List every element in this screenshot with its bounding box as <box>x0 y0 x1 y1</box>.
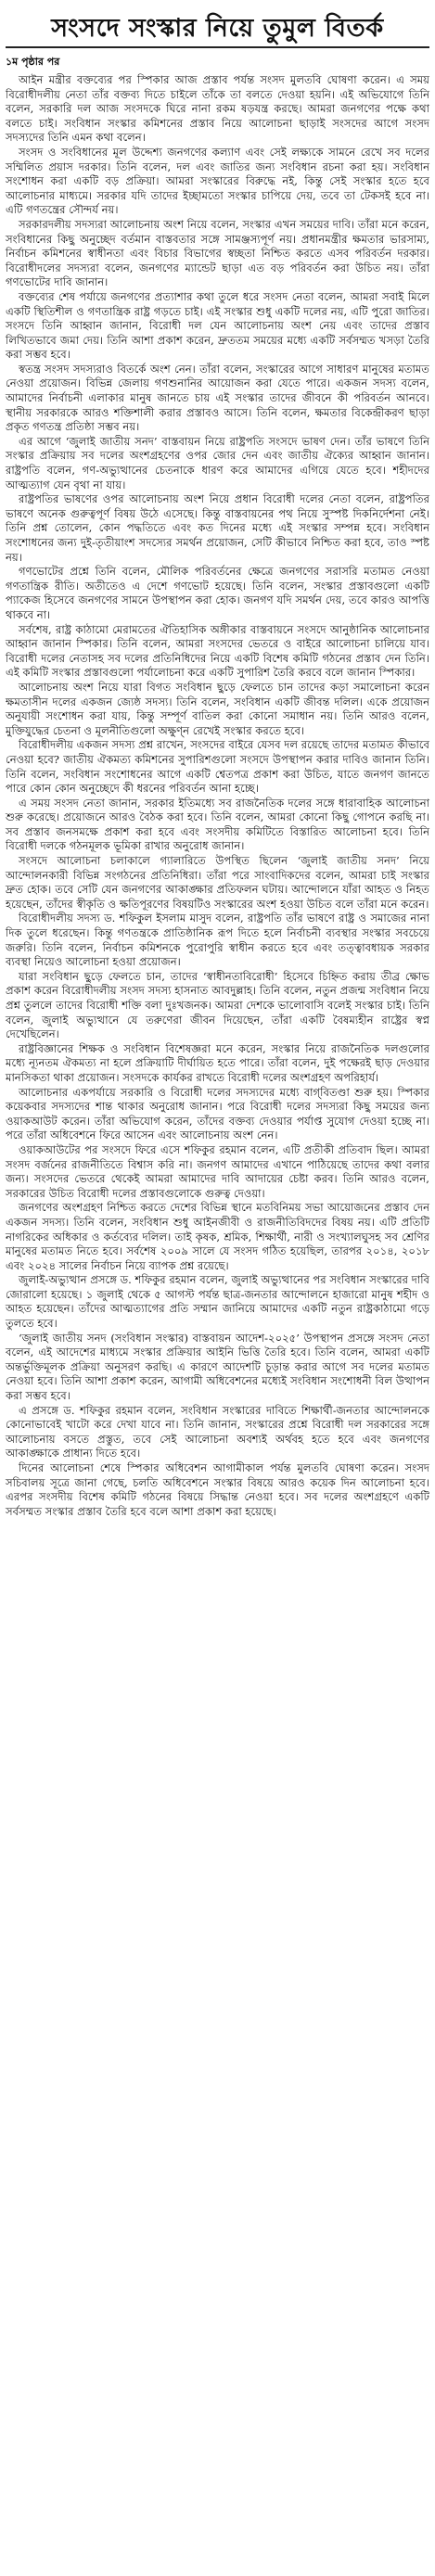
article-paragraph: এ সময় সংসদ নেতা জানান, সরকার ইতিমধ্যে সব রাজনৈতিক দলের সঙ্গে ধারাবাহিক আলোচনা শুরু করেছে। প্রয়োজনে আরও বৈঠক করা হবে। তিনি বলেন, আমরা কোনো কিছু গোপনে করছি না। সব প্রস্তাব জনসমক্ষে প্রকাশ করা হবে এবং সংসদীয় কমিটিতে বিস্তারিত আলোচনা হবে। তিনি বিরোধী দলকে গঠনমূলক ভূমিকা রাখার অনুরোধ জানান। <box>6 796 429 853</box>
article-paragraph: বক্তব্যের শেষ পর্যায়ে জনগণের প্রত্যাশার কথা তুলে ধরে সংসদ নেতা বলেন, আমরা সবাই মিলে একটি স্থিতিশীল ও গণতান্ত্রিক রাষ্ট্র গড়তে চাই। এই সংস্কার শুধু একটি দলের নয়, এটি পুরো জাতির। সংসদে তিনি আহ্বান জানান, বিরোধী দল যেন আলোচনায় অংশ নেয় এবং তাদের প্রস্তাব লিখিতভাবে জমা দেয়। তিনি আশা প্রকাশ করেন, দ্রুততম সময়ের মধ্যে একটি সর্বসম্মত খসড়া তৈরি করা সম্ভব হবে। <box>6 289 429 362</box>
article-paragraph: বিরোধীদলীয় সদস্য ড. শফিকুল ইসলাম মাসুদ বলেন, রাষ্ট্রপতি তাঁর ভাষণে রাষ্ট্র ও সমাজের নানা দিক তুলে ধরেছেন। কিন্তু গণতন্ত্রকে প্রাতিষ্ঠানিক রূপ দিতে হলে নির্বাচনী ব্যবস্থার সংস্কার সবচেয়ে জরুরি। তিনি বলেন, নির্বাচন কমিশনকে পুরোপুরি স্বাধীন করতে হবে এবং তত্ত্বাবধায়ক সরকার ব্যবস্থা নিয়েও আলোচনা হওয়া প্রয়োজন। <box>6 912 429 969</box>
article-paragraph: এর আগে ‘জুলাই জাতীয় সনদ’ বাস্তবায়ন নিয়ে রাষ্ট্রপতি সংসদে ভাষণ দেন। তাঁর ভাষণে তিনি সংস্কার প্রক্রিয়ায় সব দলের অংশগ্রহণের ওপর জোর দেন এবং জাতীয় ঐক্যের আহ্বান জানান। রাষ্ট্রপতি বলেন, গণ-অভ্যুত্থানের চেতনাকে ধারণ করে আমাদের এগিয়ে যেতে হবে। শহীদদের আত্মত্যাগ যেন বৃথা না যায়। <box>6 434 429 491</box>
article-paragraph: দিনের আলোচনা শেষে স্পিকার অধিবেশন আগামীকাল পর্যন্ত মুলতবি ঘোষণা করেন। সংসদ সচিবালয় সূত্রে জানা গেছে, চলতি অধিবেশনে সংস্কার বিষয়ে আরও কয়েক দিন আলোচনা হবে। এরপর সংসদীয় বিশেষ কমিটি গঠনের বিষয়ে সিদ্ধান্ত নেওয়া হবে। সব দলের অংশগ্রহণে একটি সর্বসম্মত সংস্কার প্রস্তাব তৈরি হবে বলে আশা প্রকাশ করা হয়েছে। <box>6 1461 429 1518</box>
article-paragraph: সংসদ ও সংবিধানের মূল উদ্দেশ্য জনগণের কল্যাণ এবং সেই লক্ষ্যকে সামনে রেখে সব দলের সম্মিলিত প্রয়াস দরকার। তিনি বলেন, দল এবং জাতির জন্য সংবিধান রচনা করা হয়। সংবিধান সংশোধন করা একটি বড় প্রক্রিয়া। আমরা সংস্কারের বিরুদ্ধে নই, কিন্তু সেই সংস্কার হতে হবে আলোচনার মাধ্যমে। সরকার যদি তাদের ইচ্ছামতো সংস্কার চাপিয়ে দেয়, তবে তা টেকসই হবে না। এটি গণতন্ত্রের সৌন্দর্য নয়। <box>6 145 429 217</box>
article-headline: সংসদে সংস্কার নিয়ে তুমুল বিতর্ক <box>51 14 384 43</box>
article-paragraph: আইন মন্ত্রীর বক্তব্যের পর স্পিকার আজ প্রস্তাব পর্যন্ত সংসদ মুলতবি ঘোষণা করেন। এ সময় বিরোধীদলীয় নেতা তাঁর বক্তব্য দিতে চাইলে তাঁকে তা বলতে দেওয়া হয়নি। এই অভিযোগে তিনি বলেন, সরকারি দল আজ সংসদকে ঘিরে নানা রকম ষড়যন্ত্র করছে। আমরা জনগণের পক্ষে কথা বলতে চাই। সংবিধান সংস্কার কমিশনের প্রস্তাব নিয়ে আলোচনা ছাড়াই সংসদের আগে সংসদ সদস্যদের তিনি এমন কথা বলেন। <box>6 73 429 145</box>
continued-from-label: ১ম পৃষ্ঠার পর <box>6 56 60 68</box>
article-paragraph: গণভোটের প্রশ্নে তিনি বলেন, মৌলিক পরিবর্তনের ক্ষেত্রে জনগণের সরাসরি মতামত নেওয়া গণতান্ত্রিক রীতি। অতীতেও এ দেশে গণভোট হয়েছে। তিনি বলেন, সংস্কার প্রস্তাবগুলো একটি প্যাকেজ হিসেবে জনগণের সামনে উপস্থাপন করা হোক। জনগণ যদি সমর্থন দেয়, তবে কারও আপত্তি থাকবে না। <box>6 565 429 621</box>
article-paragraph: সরকারদলীয় সদস্যরা আলোচনায় অংশ নিয়ে বলেন, সংস্কার এখন সময়ের দাবি। তাঁরা মনে করেন, সংবিধানের কিছু অনুচ্ছেদ বর্তমান বাস্তবতার সঙ্গে সামঞ্জস্যপূর্ণ নয়। প্রধানমন্ত্রীর ক্ষমতার ভারসাম্য, নির্বাচন কমিশনের স্বাধীনতা এবং বিচার বিভাগের স্বচ্ছতা নিশ্চিত করতে এসব পরিবর্তন দরকার। বিরোধীদলের সদস্যরা বলেন, জনগণের ম্যান্ডেট ছাড়া এত বড় পরিবর্তন করা উচিত নয়। তাঁরা গণভোটের দাবি জানান। <box>6 217 429 289</box>
article-paragraph: জনগণের অংশগ্রহণ নিশ্চিত করতে দেশের বিভিন্ন স্থানে মতবিনিময় সভা আয়োজনের প্রস্তাব দেন একজন সদস্য। তিনি বলেন, সংবিধান শুধু আইনজীবী ও রাজনীতিবিদদের বিষয় নয়। এটি প্রতিটি নাগরিকের অধিকার ও কর্তব্যের দলিল। তাই কৃষক, শ্রমিক, শিক্ষার্থী, নারী ও সংখ্যালঘুসহ সব শ্রেণির মানুষের মতামত নিতে হবে। সর্বশেষ ২০০৯ সালে যে সংসদ গঠিত হয়েছিল, তারপর ২০১৪, ২০১৮ এবং ২০২৪ সালের নির্বাচন নিয়ে ব্যাপক প্রশ্ন রয়েছে। <box>6 1201 429 1272</box>
article-paragraph: এ প্রসঙ্গে ড. শফিকুর রহমান বলেন, সংবিধান সংস্কারের দাবিতে শিক্ষার্থী-জনতার আন্দোলনকে কোনোভাবেই খাটো করে দেখা যাবে না। তিনি জানান, সংস্কারের প্রশ্নে বিরোধী দল সরকারের সঙ্গে আলোচনায় বসতে প্রস্তুত, তবে সেই আলোচনা অবশ্যই অর্থবহ হতে হবে এবং জনগণের আকাঙ্ক্ষাকে প্রাধান্য দিতে হবে। <box>6 1403 429 1460</box>
article-paragraph: ওয়াকআউটের পর সংসদে ফিরে এসে শফিকুর রহমান বলেন, এটি প্রতীকী প্রতিবাদ ছিল। আমরা সংসদ বর্জনের রাজনীতিতে বিশ্বাস করি না। জনগণ আমাদের এখানে পাঠিয়েছে তাদের কথা বলার জন্য। সংসদের ভেতরে থেকেই আমরা আমাদের দাবি আদায়ের চেষ্টা করব। তিনি আরও বলেন, সরকারের উচিত বিরোধী দলের প্রস্তাবগুলোকে গুরুত্ব দেওয়া। <box>6 1142 429 1200</box>
article-paragraph: আলোচনায় অংশ নিয়ে যারা বিগত সংবিধান ছুড়ে ফেলতে চান তাদের কড়া সমালোচনা করেন ক্ষমতাসীন দলের একজন জ্যেষ্ঠ সদস্য। তিনি বলেন, সংবিধান একটি জীবন্ত দলিল। একে প্রয়োজন অনুযায়ী সংশোধন করা যায়, কিন্তু সম্পূর্ণ বাতিল করা কোনো সমাধান নয়। তিনি আরও বলেন, মুক্তিযুদ্ধের চেতনা ও মূলনীতিগুলো অক্ষুণ্ন রেখেই সংস্কার করতে হবে। <box>6 680 429 737</box>
article-paragraph: আলোচনার একপর্যায়ে সরকারি ও বিরোধী দলের সদস্যদের মধ্যে বাগ্‌বিতণ্ডা শুরু হয়। স্পিকার কয়েকবার সদস্যদের শান্ত থাকার অনুরোধ জানান। পরে বিরোধী দলের সদস্যরা কিছু সময়ের জন্য ওয়াকআউট করেন। তাঁরা অভিযোগ করেন, তাঁদের বক্তব্য দেওয়ার পর্যাপ্ত সুযোগ দেওয়া হচ্ছে না। পরে তাঁরা অধিবেশনে ফিরে আসেন এবং আলোচনায় অংশ নেন। <box>6 1085 429 1142</box>
article-paragraph: রাষ্ট্রপতির ভাষণের ওপর আলোচনায় অংশ নিয়ে প্রধান বিরোধী দলের নেতা বলেন, রাষ্ট্রপতির ভাষণে অনেক গুরুত্বপূর্ণ বিষয় উঠে এসেছে। কিন্তু বাস্তবায়নের পথ নিয়ে সুস্পষ্ট দিকনির্দেশনা নেই। তিনি প্রশ্ন তোলেন, কোন পদ্ধতিতে এবং কত দিনের মধ্যে এই সংস্কার সম্পন্ন হবে। সংবিধান সংশোধনের জন্য দুই-তৃতীয়াংশ সদস্যের সমর্থন প্রয়োজন, সেটি কীভাবে নিশ্চিত করা হবে, তাও স্পষ্ট নয়। <box>6 492 429 564</box>
headline-divider <box>6 46 429 48</box>
article-paragraph: স্বতন্ত্র সংসদ সদস্যরাও বিতর্কে অংশ নেন। তাঁরা বলেন, সংস্কারের আগে সাধারণ মানুষের মতামত নেওয়া প্রয়োজন। বিভিন্ন জেলায় গণশুনানির আয়োজন করা যেতে পারে। একজন সদস্য বলেন, আমাদের নির্বাচনী এলাকার মানুষ জানতে চায় এই সংস্কার তাদের জীবনে কী পরিবর্তন আনবে। স্থানীয় সরকারকে আরও শক্তিশালী করার প্রস্তাবও আসে। তিনি বলেন, ক্ষমতার বিকেন্দ্রীকরণ ছাড়া প্রকৃত গণতন্ত্র প্রতিষ্ঠা সম্ভব নয়। <box>6 362 429 434</box>
article-paragraph: সর্বশেষ, রাষ্ট্র কাঠামো মেরামতের ঐতিহাসিক অঙ্গীকার বাস্তবায়নে সংসদে আনুষ্ঠানিক আলোচনার আহ্বান জানান স্পিকার। তিনি বলেন, আমরা সংসদের ভেতরে ও বাইরে আলোচনা চালিয়ে যাব। বিরোধী দলের নেতাসহ সব দলের প্রতিনিধিদের নিয়ে একটি বিশেষ কমিটি গঠনের প্রস্তাব দেন তিনি। এই কমিটি সংস্কার প্রস্তাবগুলো পর্যালোচনা করে একটি সুপারিশ তৈরি করবে বলে জানান স্পিকার। <box>6 622 429 680</box>
article-paragraph: সংসদে আলোচনা চলাকালে গ্যালারিতে উপস্থিত ছিলেন ‘জুলাই জাতীয় সনদ’ নিয়ে আন্দোলনকারী বিভিন্ন সংগঠনের প্রতিনিধিরা। তাঁরা পরে সাংবাদিকদের বলেন, আমরা চাই সংস্কার দ্রুত হোক। তবে সেটি যেন জনগণের আকাঙ্ক্ষার প্রতিফলন ঘটায়। আন্দোলনে যাঁরা আহত ও নিহত হয়েছেন, তাঁদের স্বীকৃতি ও ক্ষতিপূরণের বিষয়টিও সংস্কারের অংশ হওয়া উচিত বলে তাঁরা মনে করেন। <box>6 854 429 911</box>
article-paragraph: জুলাই-অভ্যুত্থান প্রসঙ্গে ড. শফিকুর রহমান বলেন, জুলাই অভ্যুত্থানের পর সংবিধান সংস্কারের দাবি জোরালো হয়েছে। ১ জুলাই থেকে ৫ আগস্ট পর্যন্ত ছাত্র-জনতার আন্দোলনে হাজারো মানুষ শহীদ ও আহত হয়েছেন। তাঁদের আত্মত্যাগের প্রতি সম্মান জানিয়ে আমাদের একটি নতুন রাষ্ট্রকাঠামো গড়ে তুলতে হবে। <box>6 1273 429 1331</box>
article-body <box>6 73 429 1519</box>
article-paragraph: ‘জুলাই জাতীয় সনদ (সংবিধান সংস্কার) বাস্তবায়ন আদেশ-২০২৫’ উপস্থাপন প্রসঙ্গে সংসদ নেতা বলেন, এই আদেশের মাধ্যমে সংস্কার প্রক্রিয়ার আইনি ভিত্তি তৈরি হবে। তিনি বলেন, আমরা একটি অন্তর্ভুক্তিমূলক প্রক্রিয়া অনুসরণ করছি। এ কারণে আদেশটি চূড়ান্ত করার আগে সব দলের মতামত নেওয়া হবে। তিনি আশা প্রকাশ করেন, আগামী অধিবেশনের মধ্যেই সংবিধান সংশোধনী বিল উত্থাপন করা সম্ভব হবে। <box>6 1331 429 1403</box>
article-paragraph: যারা সংবিধান ছুড়ে ফেলতে চান, তাদের ‘স্বাধীনতাবিরোধী’ হিসেবে চিহ্নিত করায় তীব্র ক্ষোভ প্রকাশ করেন বিরোধীদলীয় সংসদ সদস্য হাসনাত আবদুল্লাহ। তিনি বলেন, নতুন প্রজন্ম সংবিধান নিয়ে প্রশ্ন তুললে তাদের বিরোধী শক্তি বলা দুঃখজনক। আমরা দেশকে ভালোবাসি বলেই সংস্কার চাই। তিনি বলেন, জুলাই অভ্যুত্থানে যে তরুণেরা জীবন দিয়েছেন, তাঁরা একটি বৈষম্যহীন রাষ্ট্রের স্বপ্ন দেখেছিলেন। <box>6 969 429 1041</box>
article-paragraph: রাষ্ট্রবিজ্ঞানের শিক্ষক ও সংবিধান বিশেষজ্ঞরা মনে করেন, সংস্কার নিয়ে রাজনৈতিক দলগুলোর মধ্যে ন্যূনতম ঐকমত্য না হলে প্রক্রিয়াটি দীর্ঘায়িত হতে পারে। তাঁরা বলেন, দুই পক্ষেরই ছাড় দেওয়ার মানসিকতা থাকা প্রয়োজন। সংসদকে কার্যকর রাখতে বিরোধী দলের অংশগ্রহণ অপরিহার্য। <box>6 1041 429 1084</box>
article-paragraph: বিরোধীদলীয় একজন সদস্য প্রশ্ন রাখেন, সংসদের বাইরে যেসব দল রয়েছে তাদের মতামত কীভাবে নেওয়া হবে? জাতীয় ঐকমত্য কমিশনের সুপারিশগুলো সংসদে উপস্থাপন করার দাবিও জানান তিনি। তিনি বলেন, সংবিধান সংশোধনের আগে একটি শ্বেতপত্র প্রকাশ করা উচিত, যাতে জনগণ জানতে পারে কোন কোন অনুচ্ছেদে কী ধরনের পরিবর্তন আনা হচ্ছে। <box>6 738 429 796</box>
